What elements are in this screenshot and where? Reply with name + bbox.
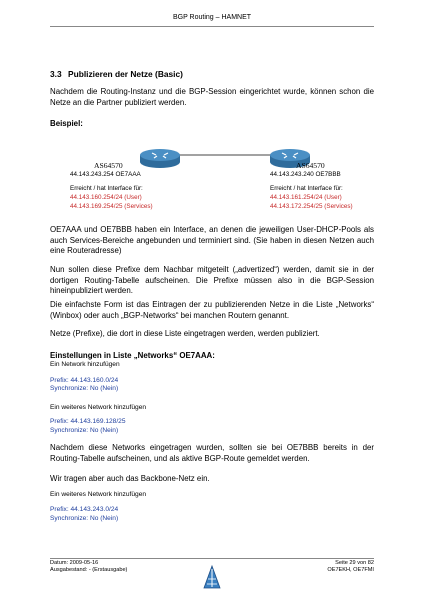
- club-logo-icon: [203, 565, 221, 589]
- intro-paragraph: Nachdem die Routing-Instanz und die BGP-Session eingerichtet wurde, können schon die Netze an die Partner publiziert werden.: [50, 87, 374, 107]
- section-title: Publizieren der Netze (Basic): [68, 69, 183, 79]
- net-left-user: 44.143.160.254/24 (User): [70, 194, 142, 201]
- net-right-user: 44.143.161.254/24 (User): [270, 194, 342, 201]
- paragraph-networks-list: Die einfachste Form ist das Eintragen der zu publizierenden Netze in die Liste „Networks“ (Winbox) oder auch „BGP-Networks“ bei manchen Routern genannt.: [50, 300, 374, 320]
- paragraph-advertize: Nun sollen diese Prefixe dem Nachbar mitgeteilt („advertized“) werden, damit sie in der dortigen Routing-Tabelle aufscheinen. Die Prefixe müssen also in die BGP-Session hineinpubliziert werden.: [50, 265, 374, 296]
- router-icon-left: [140, 149, 180, 168]
- example-label: Beispiel:: [50, 119, 83, 128]
- paragraph-backbone: Wir tragen aber auch das Backbone-Netz ein.: [50, 474, 210, 483]
- as-label-right: AS64570: [296, 161, 325, 170]
- paragraph-published: Netze (Prefixe), die dort in diese Liste eingetragen werden, werden publiziert.: [50, 329, 320, 338]
- footer-page: Seite 29 von 82: [335, 560, 374, 566]
- section-number: 3.3: [50, 69, 62, 79]
- footer-authors: OE7EKH, OE7FMI: [327, 567, 374, 573]
- entry-backbone-prefix: Prefix: 44.143.243.0/24: [50, 506, 119, 513]
- footer-divider: [50, 558, 374, 559]
- entry-2-title: Ein weiteres Network hinzufügen: [50, 404, 147, 411]
- settings-heading: Einstellungen in Liste „Networks“ OE7AAA:: [50, 351, 215, 360]
- as-label-left: AS64570: [94, 161, 123, 170]
- reach-label-right: Erreicht / hat Interface für:: [270, 185, 343, 192]
- entry-backbone-title: Ein weiteres Network hinzufügen: [50, 491, 147, 498]
- section-heading: [50, 69, 183, 79]
- footer-date: Datum: 2009-05-16: [50, 560, 99, 566]
- footer-edition: Ausgabestand: - (Erstausgabe): [50, 567, 128, 573]
- page-header-title: BGP Routing – HAMNET: [172, 14, 252, 21]
- entry-2-sync: Synchronize: No (Nein): [50, 427, 119, 434]
- entry-1-prefix: Prefix: 44.143.160.0/24: [50, 377, 119, 384]
- paragraph-interfaces: OE7AAA und OE7BBB haben ein Interface, an denen die jeweiligen User-DHCP-Pools als auch Services-Bereiche angebunden und terminiert sind. (Sie haben in diesen Netzen auch eine Routeradresse): [50, 225, 374, 256]
- net-right-services: 44.143.172.254/25 (Services): [270, 203, 353, 210]
- paragraph-after-entries: Nachdem diese Networks eingetragen wurden, sollten sie bei OE7BBB bereits in der Routing-Tabelle aufscheinen, und als aktive BGP-Route gemeldet werden.: [50, 443, 374, 463]
- router-ip-left: 44.143.243.254 OE7AAA: [70, 171, 141, 178]
- router-ip-right: 44.143.243.240 OE7BBB: [270, 171, 341, 178]
- header-divider: [50, 26, 374, 27]
- entry-backbone-sync: Synchronize: No (Nein): [50, 515, 119, 522]
- entry-1-sync: Synchronize: No (Nein): [50, 385, 119, 392]
- net-left-services: 44.143.169.254/25 (Services): [70, 203, 153, 210]
- entry-2-prefix: Prefix: 44.143.169.128/25: [50, 418, 126, 425]
- reach-label-left: Erreicht / hat Interface für:: [70, 185, 143, 192]
- entry-1-title: Ein Network hinzufügen: [50, 361, 120, 368]
